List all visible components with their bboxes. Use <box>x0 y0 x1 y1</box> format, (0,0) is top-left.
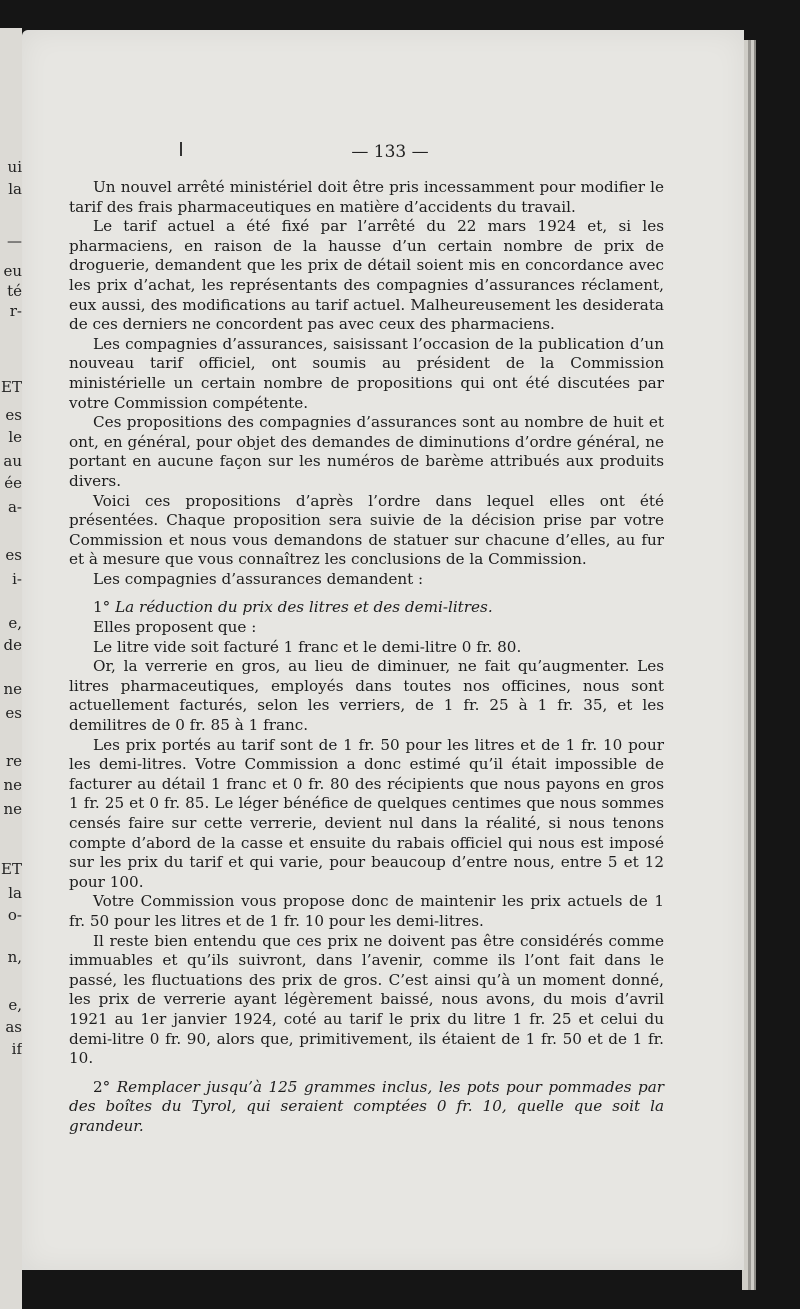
item-title: La réduction du prix des litres et des demi-litres. <box>115 598 493 617</box>
paragraph: Les compagnies d’assurances, saisissant l’occasion de la publication d’un nouveau tarif officiel, ont soumis au président de la Commission ministérielle un certain nombre de propositions qui ont été discutées par votre Commission compétente. <box>69 334 664 412</box>
previous-page-fragment: es <box>5 704 22 722</box>
previous-page-fragment: té <box>7 282 22 300</box>
previous-page-fragment: au <box>3 452 22 470</box>
paragraph: Les prix portés au tarif sont de 1 fr. 50 pour les litres et de 1 fr. 10 pour les demi-litres. Votre Commission a donc estimé qu’il était impossible de facturer au détail 1 franc et 0 fr. 80 des récipients que nous payons en gros 1 fr. 25 et 0 fr. 85. Le léger bénéfice de quelques centimes que nous sommes censés faire sur cette verrerie, devient nul dans la réalité, si nous tenons compte d’abord de la casse et ensuite du rabais officiel qui nous est imposé sur les prix du tarif et qui varie, pour beaucoup d’entre nous, entre 5 et 12 pour 100. <box>69 735 664 891</box>
previous-page-fragment: r- <box>9 302 22 320</box>
item-number: 1° <box>93 598 111 617</box>
previous-page-fragment: es <box>5 406 22 424</box>
paragraph: Le tarif actuel a été fixé par l’arrêté du 22 mars 1924 et, si les pharmaciens, en raison de la hausse d’un certain nombre de prix de droguerie, demandent que les prix de détail soient mis en concordance avec les prix d’achat, les représentants des compagnies d’assurances réclament, eux aussi, des modifications au tarif actuel. Malheureusement les desiderata de ces derniers ne concordent pas avec ceux des pharmaciens. <box>69 217 664 334</box>
previous-page-fragment: es <box>5 546 22 564</box>
previous-page-fragment: ET <box>1 378 22 396</box>
item-text: Remplacer jusqu’à 125 grammes inclus, les pots pour pommades par des boîtes du Tyrol, qui seraient comptées 0 fr. 10, quelle que soit la grandeur. <box>69 1077 665 1135</box>
previous-page-fragment: eu <box>3 262 22 280</box>
paragraph: Un nouvel arrêté ministériel doit être pris incessamment pour modifier le tarif des frais pharmaceutiques en matière d’accidents du travail. <box>69 178 664 216</box>
previous-page-fragment: ne <box>3 680 22 698</box>
previous-page-fragment: ne <box>3 800 22 818</box>
page-number: — 133 — <box>351 142 429 162</box>
item-heading <box>69 1078 664 1137</box>
page-body <box>69 178 664 1137</box>
previous-page-fragment: as <box>5 1018 22 1036</box>
previous-page-fragment: e, <box>8 996 22 1014</box>
previous-page-fragment: ET <box>1 860 22 878</box>
previous-page-fragment: ne <box>3 776 22 794</box>
previous-page-fragment: ée <box>4 474 22 492</box>
previous-page-fragment: n, <box>7 948 22 966</box>
previous-page-fragment: re <box>5 752 22 770</box>
previous-page-fragment: le <box>8 428 22 446</box>
previous-page-fragment: a- <box>7 498 22 516</box>
paragraph: Voici ces propositions d’après l’ordre dans lequel elles ont été présentées. Chaque proposition sera suivie de la décision prise par votre Commission et nous vous demandons de statuer sur chacune d’elles, au fur et à mesure que vous connaîtrez les conclusions de la Commission. <box>69 491 664 569</box>
paragraph: Ces propositions des compagnies d’assurances sont au nombre de huit et ont, en général, pour objet des demandes de diminutions d’ordre général, ne portant en aucune façon sur les numéros de barème attribués aux produits divers. <box>69 413 664 490</box>
paragraph: Elles proposent que : <box>93 618 257 637</box>
paragraph: Or, la verrerie en gros, au lieu de diminuer, ne fait qu’augmenter. Les litres pharmaceutiques, employés dans toutes nos officines, nous sont actuellement facturés, selon les verriers, de 1 fr. 25 à 1 fr. 35, et les demilitres de 0 fr. 85 à 1 franc. <box>69 657 664 735</box>
paragraph: Votre Commission vous propose donc de maintenir les prix actuels de 1 fr. 50 pour les litres et de 1 fr. 10 pour les demi-litres. <box>69 892 664 930</box>
item-heading <box>69 598 664 618</box>
previous-page-fragment: i- <box>12 570 22 588</box>
book-page <box>22 30 744 1270</box>
page-edge-line <box>748 40 751 1290</box>
previous-page-fragment: la <box>8 180 22 198</box>
previous-page-fragment: de <box>3 636 22 654</box>
item-number: 2° <box>93 1077 111 1096</box>
paragraph: Le litre vide soit facturé 1 franc et le demi-litre 0 fr. 80. <box>93 637 522 656</box>
previous-page-edge <box>0 28 22 1309</box>
page-edge-line <box>754 40 756 1290</box>
paragraph: Il reste bien entendu que ces prix ne doivent pas être considérés comme immuables et qu’ils suivront, dans l’avenir, comme ils l’ont fait dans le passé, les fluctuations des prix de gros. C’est ainsi qu’à un moment donné, les prix de verrerie ayant légèrement baissé, nous avons, du mois d’avril 1921 au 1er janvier 1924, coté au tarif le prix du litre 1 fr. 25 et celui du demi-litre 0 fr. 90, alors que, primitivement, ils étaient de 1 fr. 50 et de 1 fr. 10. <box>69 931 664 1068</box>
previous-page-fragment: la <box>8 884 22 902</box>
previous-page-fragment: e, <box>8 614 22 632</box>
paragraph: Les compagnies d’assurances demandent : <box>93 569 424 588</box>
previous-page-fragment: — <box>7 232 22 250</box>
previous-page-fragment: o- <box>7 906 22 924</box>
previous-page-fragment: if <box>11 1040 22 1058</box>
previous-page-fragment: ui <box>7 158 22 176</box>
